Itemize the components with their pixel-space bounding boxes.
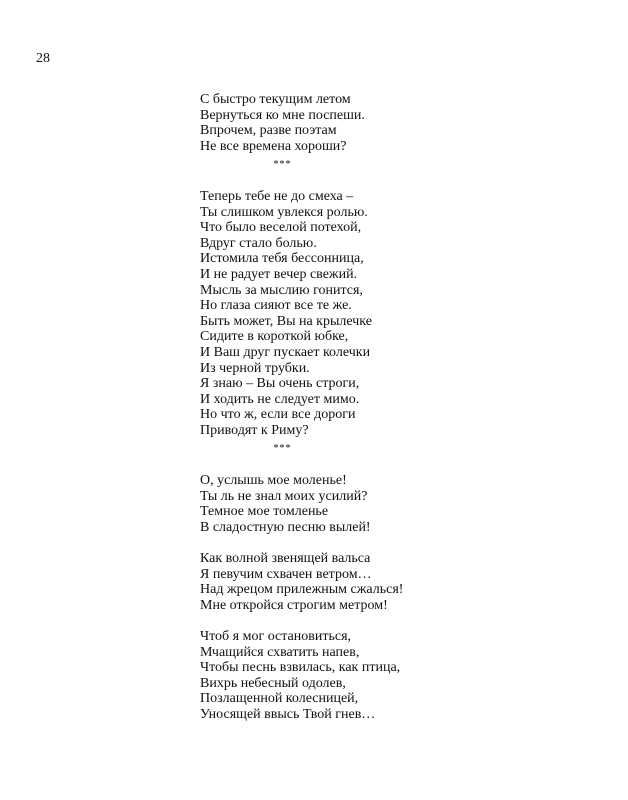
poem-line: Но что ж, если все дороги: [200, 407, 356, 423]
poem-line: Мысль за мыслию гонится,: [200, 282, 363, 298]
poem-line: Уносящей ввысь Твой гнев…: [200, 706, 376, 722]
poem-line: Вернуться ко мне поспеши.: [200, 107, 365, 123]
stanza-poem-three-part-one: [200, 473, 600, 535]
poem-line: Я знаю – Вы очень строги,: [200, 376, 360, 392]
stanza-poem-three-part-two: [200, 551, 600, 613]
stanza-poem-three-part-three: [200, 629, 600, 723]
stanza-ending-previous-poem: [200, 92, 600, 154]
stanza-poem-two: [200, 189, 600, 439]
poem-line: Ты ль не знал моих усилий?: [200, 488, 368, 504]
poem-line: Как волной звенящей вальса: [200, 551, 371, 567]
poem-line: Над жрецом прилежным сжалься!: [200, 582, 404, 598]
poem-line: Приводят к Риму?: [200, 422, 309, 438]
poem-line: Впрочем, разве поэтам: [200, 123, 337, 139]
poem-line: Ты слишком увлекся ролью.: [200, 204, 368, 220]
poem-line: С быстро текущим летом: [200, 92, 351, 107]
poem-line: И Ваш друг пускает колечки: [200, 344, 371, 360]
poem-text: [200, 92, 600, 723]
poem-line: Я певучим схвачен ветром…: [200, 566, 372, 582]
poem-line: Чтоб я мог остановиться,: [200, 629, 352, 644]
section-separator: ***: [273, 443, 292, 455]
section-separator: ***: [273, 159, 292, 171]
poem-line: Вихрь небесный одолев,: [200, 675, 346, 691]
poem-line: Сидите в короткой юбке,: [200, 329, 349, 345]
poem-line: Чтобы песнь взвилась, как птица,: [200, 660, 401, 676]
poem-line: Мчащийся схватить напев,: [200, 644, 360, 660]
poem-line: Но глаза сияют все те же.: [200, 298, 352, 314]
poem-line: О, услышь мое моленье!: [200, 473, 347, 489]
poem-line: Мне откройся строгим метром!: [200, 597, 388, 613]
poem-line: Теперь тебе не до смеха –: [200, 188, 354, 204]
page-number: 28: [36, 51, 50, 66]
poem-line: В сладостную песню вылей!: [200, 519, 371, 535]
poem-line: Вдруг стало болью.: [200, 235, 317, 251]
poem-line: И не радует вечер свежий.: [200, 266, 358, 282]
poem-line: Из черной трубки.: [200, 360, 310, 376]
poem-line: Позлащенной колесницей,: [200, 691, 359, 707]
poem-line: И ходить не следует мимо.: [200, 391, 360, 407]
poem-line: Что было веселой потехой,: [200, 220, 362, 236]
poem-line: Истомила тебя бессонница,: [200, 251, 364, 267]
poem-line: Быть может, Вы на крылечке: [200, 313, 372, 329]
poem-line: Темное мое томленье: [200, 504, 329, 520]
poem-line: Не все времена хороши?: [200, 138, 347, 154]
